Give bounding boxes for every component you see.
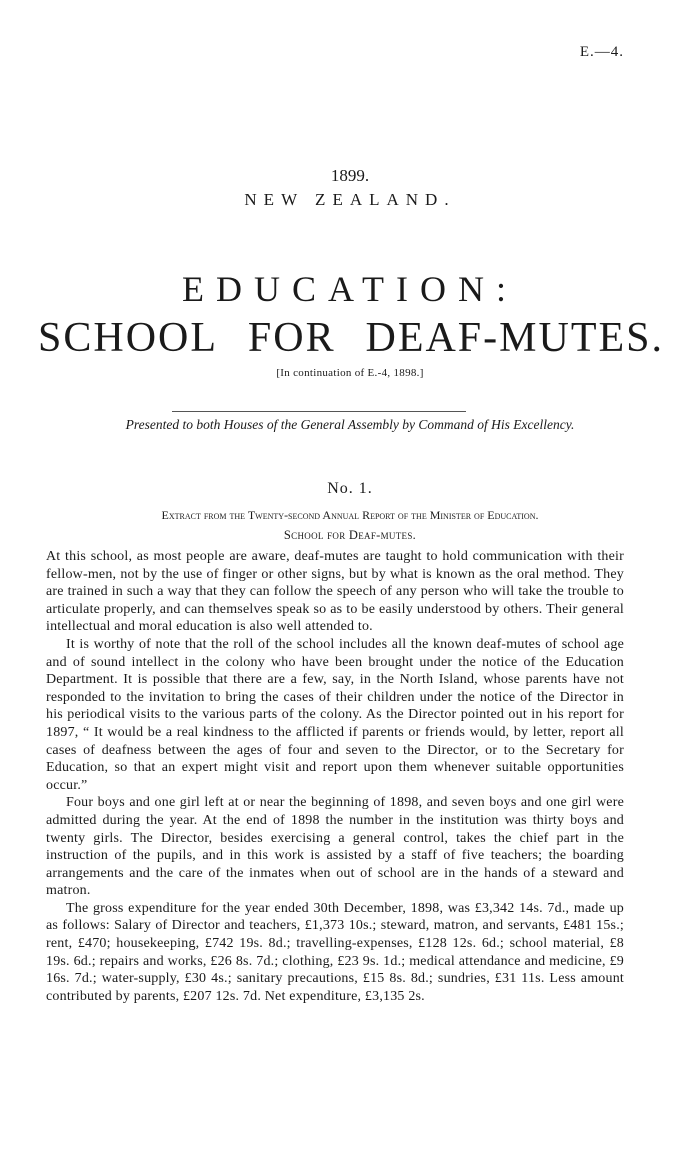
- paragraph-4: The gross expenditure for the year ended 30th December, 1898, was £3,342 14s. 7d., made up as follows: Salary of Director and teachers, £1,373 10s.; steward, matron, and servants, £481 15s.; rent, £470; housekeeping, £742 19s. 8d.; travelling-expenses, £128 12s. 6d.; school material, £8 19s. 6d.; repairs and works, £26 8s. 7d.; clothing, £23 9s. 1d.; medical attendance and medicine, £9 16s. 7d.; water-supply, £30 4s.; sanitary precautions, £15 8s. 8d.; sundries, £31 11s. Less amount contributed by parents, £207 12s. 7d. Net expenditure, £3,135 2s.: [46, 900, 624, 1004]
- title-word-for: FOR: [247, 315, 336, 361]
- paragraph-3: Four boys and one girl left at or near the beginning of 1898, and seven boys and one girl were admitted during the year. At the end of 1898 the number in the institution was thirty boys and twenty girls. The Director, besides exercising a general control, takes the chief part in the instruction of the pupils, and in this work is assisted by a staff of five teachers; the boarding arrangements and the care of the inmates when out of school are in the hands of a steward and matron.: [46, 795, 624, 899]
- school-heading: School for Deaf-mutes.: [283, 528, 417, 542]
- section-number: No. 1.: [327, 480, 373, 497]
- title-word-deaf-mutes: DEAF-MUTES.: [365, 315, 664, 361]
- title-education: EDUCATION:: [182, 269, 518, 309]
- title-school-for-deaf-mutes: [38, 314, 664, 362]
- divider-rule: [172, 411, 466, 412]
- paragraph-2: It is worthy of note that the roll of the school includes all the known deaf-mutes of school age and of sound intellect in the colony who have been brought under the notice of the Education Department. It is possible that there are a few, say, in the North Island, whose parents have not responded to the invitation to bring the cases of their children under the notice of the Director in his periodical visits to the various parts of the colony. As the Director pointed out in his report for 1897, “ It would be a real kindness to the afflicted if parents or friends would, by letter, report all cases of deafness between the ages of four and seven to the Director, or to the Secretary for Education, so that an expert might visit and report upon them whenever suitable opportunities occur.”: [46, 636, 624, 793]
- presented-line: Presented to both Houses of the General Assembly by Command of His Excellency.: [125, 417, 575, 432]
- extract-heading: Extract from the Twenty-second Annual Report of the Minister of Education.: [161, 508, 539, 522]
- continuation-note: [In continuation of E.-4, 1898.]: [276, 367, 424, 379]
- title-word-school: SCHOOL: [38, 315, 219, 361]
- country-name: NEW ZEALAND.: [244, 190, 456, 209]
- page-reference: E.—4.: [579, 44, 624, 60]
- report-year: 1899.: [330, 166, 370, 185]
- report-body: [46, 548, 624, 1005]
- paragraph-1: At this school, as most people are aware, deaf-mutes are taught to hold communication with their fellow-men, not by the use of finger or other signs, but by what is known as the oral method. They are trained in such a way that they can follow the speech of any person who will take the trouble to articulate properly, and can themselves speak so as to be easily understood by others. Their general intellectual and moral education is also well attended to.: [46, 549, 624, 635]
